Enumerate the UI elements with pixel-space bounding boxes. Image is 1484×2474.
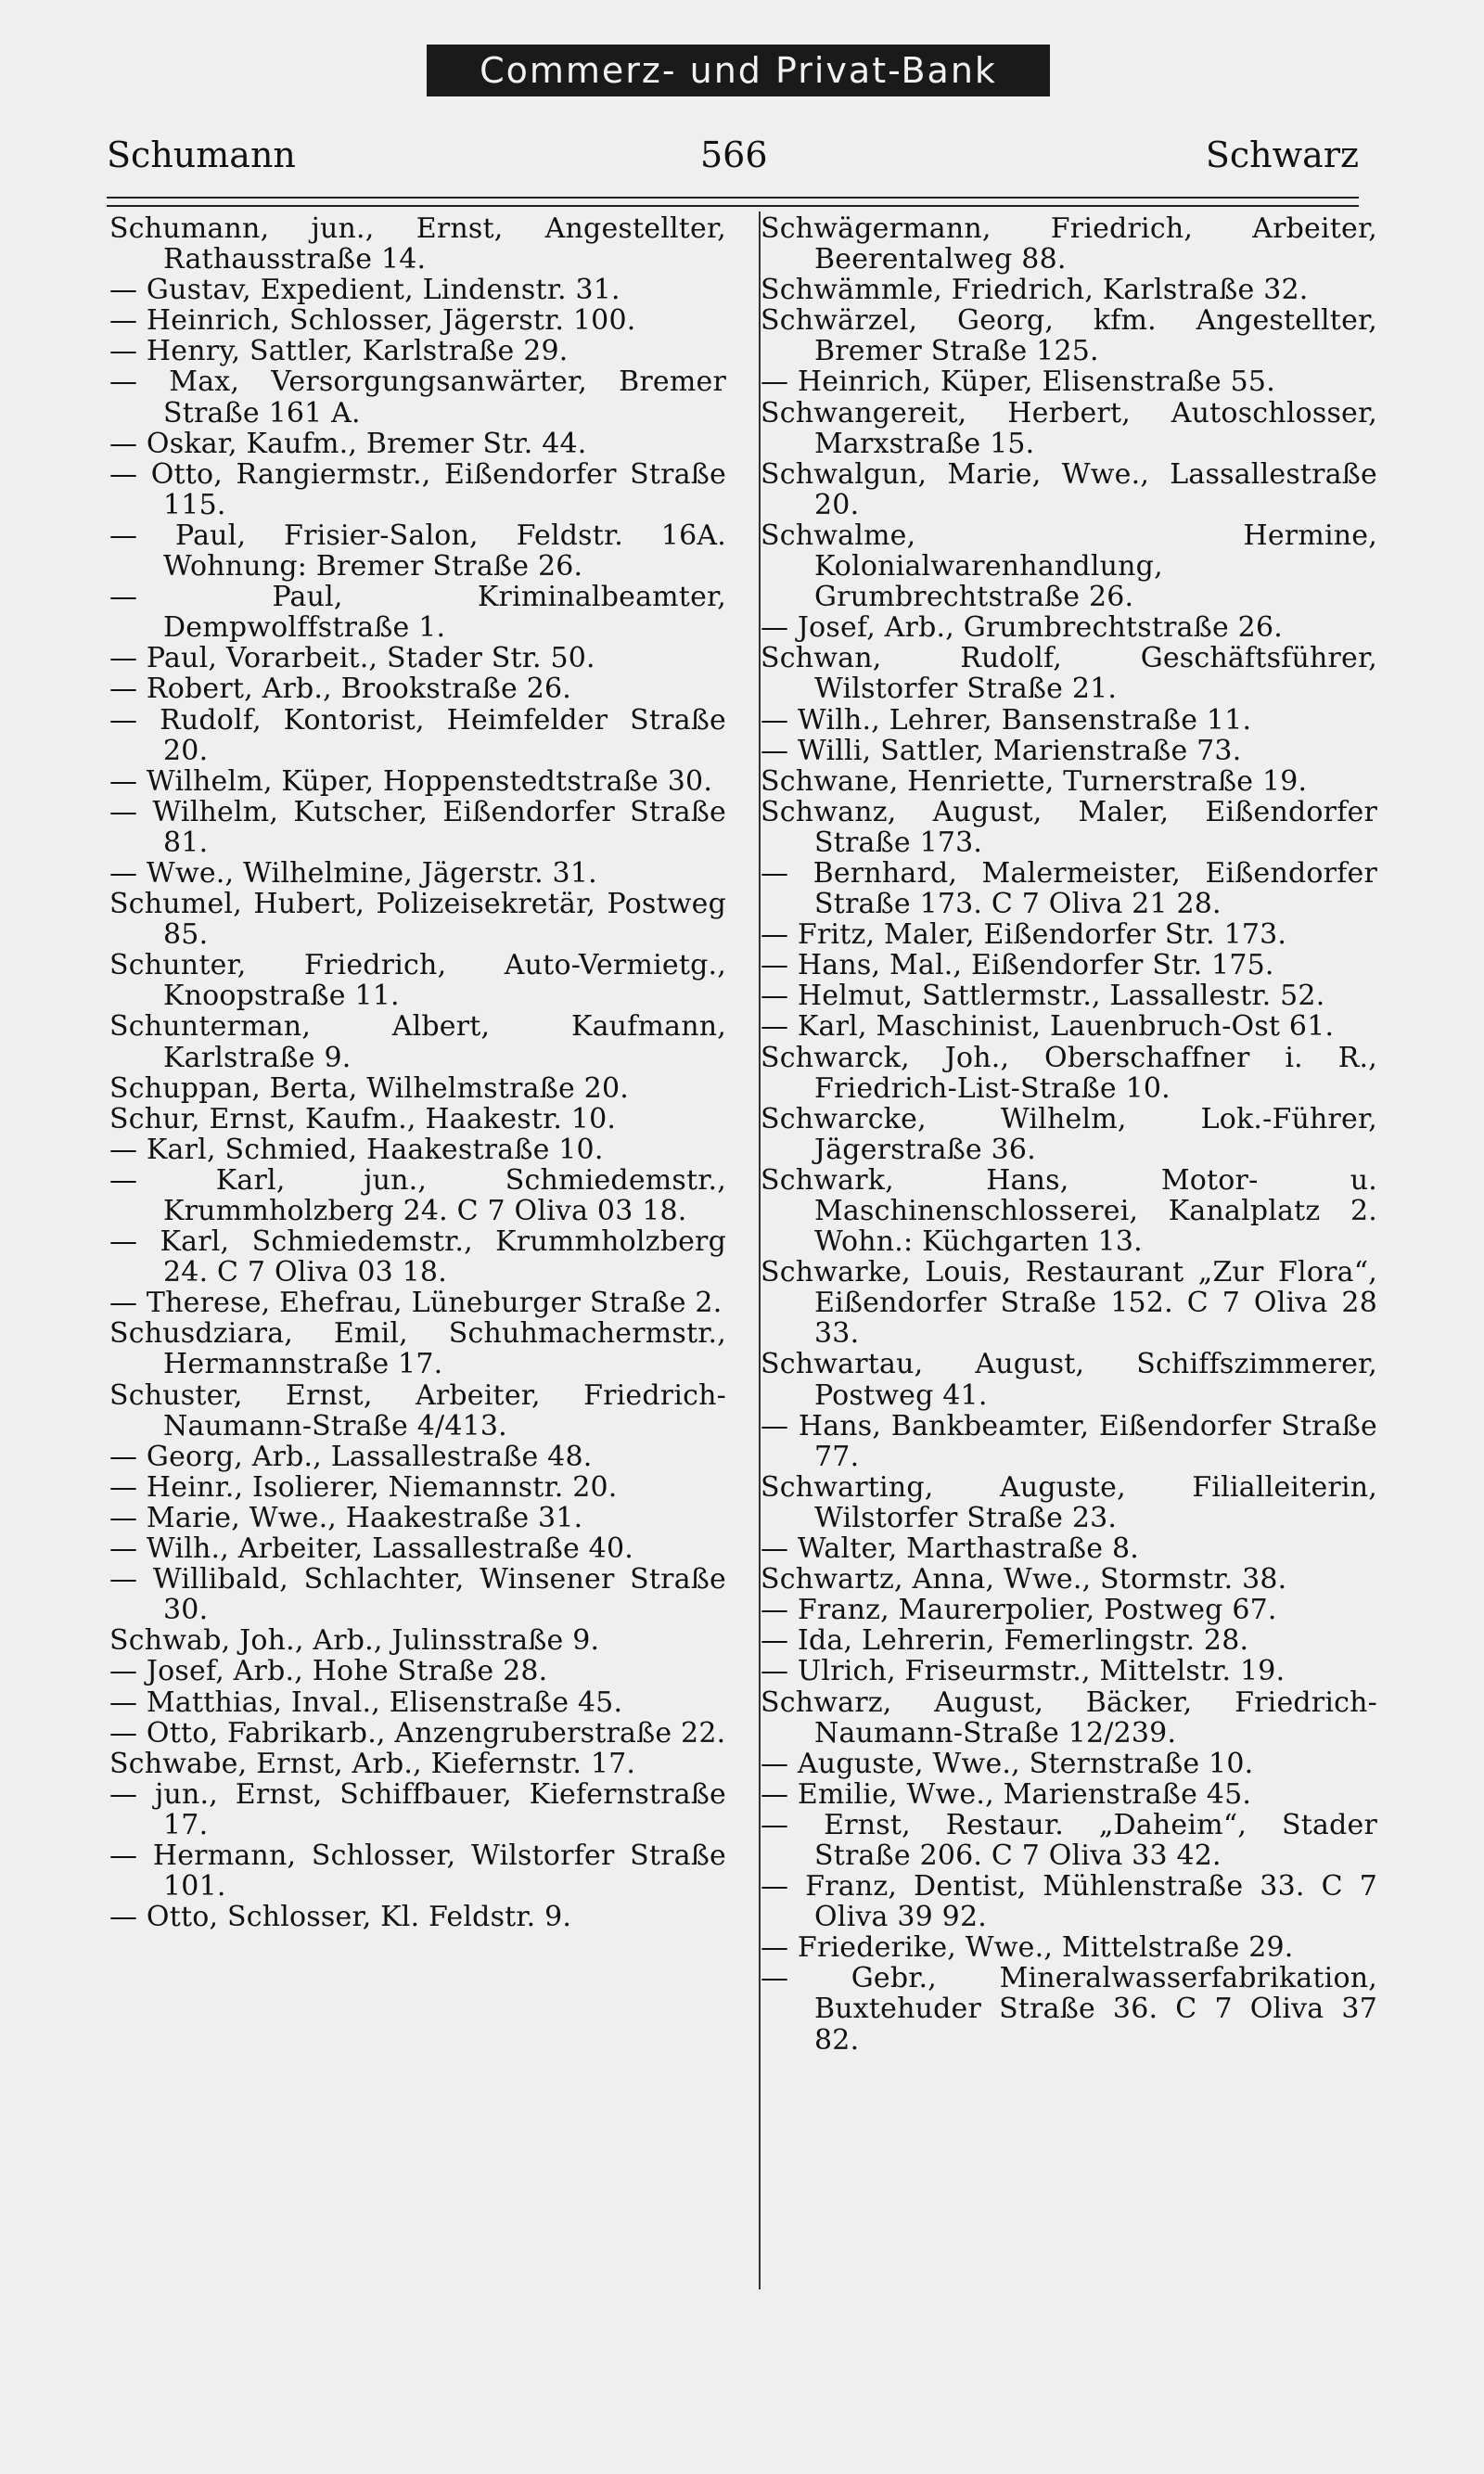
directory-entry: — Walter, Marthastraße 8. xyxy=(761,1532,1140,1566)
directory-entry: — Ernst, Restaur. „Daheim“, Stader Straße 206. C 7 Oliva 33 42. xyxy=(761,1808,1377,1872)
directory-entry: Schwan, Rudolf, Geschäftsführer, Wilstorfer Straße 21. xyxy=(761,642,1377,706)
directory-entry: — Paul, Kriminalbeamter, Dempwolffstraße 1. xyxy=(109,581,726,645)
directory-entry: Schwangereit, Herbert, Autoschlosser, Marxstraße 15. xyxy=(761,396,1377,460)
directory-entry: — Friederike, Wwe., Mittelstraße 29. xyxy=(761,1931,1294,1965)
directory-entry: Schwabe, Ernst, Arb., Kiefernstr. 17. xyxy=(109,1747,636,1780)
directory-entry: — Heinrich, Schlosser, Jägerstr. 100. xyxy=(109,304,636,338)
directory-entry: Schwarz, August, Bäcker, Friedrich-Naumann-Straße 12/239. xyxy=(761,1686,1377,1750)
directory-entry: — Fritz, Maler, Eißendorfer Str. 173. xyxy=(761,918,1287,952)
directory-entry: — Karl, jun., Schmiedemstr., Krummholzberg 24. C 7 Oliva 03 18. xyxy=(109,1163,726,1227)
directory-entry: Schwanz, August, Maler, Eißendorfer Straße 173. xyxy=(761,795,1377,859)
directory-entry: — Wilh., Lehrer, Bansenstraße 11. xyxy=(761,703,1252,737)
directory-entry: — Hans, Bankbeamter, Eißendorfer Straße 77. xyxy=(761,1409,1377,1473)
directory-entry: Schuppan, Berta, Wilhelmstraße 20. xyxy=(109,1071,629,1105)
directory-entry: — Wilhelm, Küper, Hoppenstedtstraße 30. xyxy=(109,764,713,798)
directory-entry: — Wilh., Arbeiter, Lassallestraße 40. xyxy=(109,1532,633,1566)
header-rule-bottom xyxy=(107,205,1359,207)
header-last-name: Schwarz xyxy=(1205,135,1359,175)
directory-entry: — Gustav, Expedient, Lindenstr. 31. xyxy=(109,274,620,307)
directory-entry: — Wilhelm, Kutscher, Eißendorfer Straße 81. xyxy=(109,795,726,859)
directory-entry: — Josef, Arb., Grumbrechtstraße 26. xyxy=(761,611,1283,645)
directory-entry: — Karl, Schmiedemstr., Krummholzberg 24. C 7 Oliva 03 18. xyxy=(109,1225,726,1289)
directory-entry: — Willi, Sattler, Marienstraße 73. xyxy=(761,734,1242,767)
directory-entry: Schwab, Joh., Arb., Julinsstraße 9. xyxy=(109,1624,600,1658)
running-header xyxy=(107,135,1359,186)
directory-entry: — Emilie, Wwe., Marienstraße 45. xyxy=(761,1777,1252,1811)
directory-entry: — Karl, Maschinist, Lauenbruch-Ost 61. xyxy=(761,1010,1335,1044)
directory-entry: Schunter, Friedrich, Auto-Vermietg., Knoopstraße 11. xyxy=(109,949,726,1013)
directory-entry: — Max, Versorgungsanwärter, Bremer Straße 161 A. xyxy=(109,365,726,429)
directory-entry: — Karl, Schmied, Haakestraße 10. xyxy=(109,1133,604,1166)
directory-entry: — Willibald, Schlachter, Winsener Straße 30. xyxy=(109,1563,726,1627)
directory-entry: Schunterman, Albert, Kaufmann, Karlstraße 9. xyxy=(109,1010,726,1074)
header-rule-top xyxy=(107,197,1359,199)
directory-entry: — Bernhard, Malermeister, Eißendorfer Straße 173. C 7 Oliva 21 28. xyxy=(761,856,1377,921)
directory-entry: — Matthias, Inval., Elisenstraße 45. xyxy=(109,1686,623,1719)
directory-entry: — jun., Ernst, Schiffbauer, Kiefernstraße 17. xyxy=(109,1777,726,1841)
directory-entry: — Oskar, Kaufm., Bremer Str. 44. xyxy=(109,427,587,460)
directory-entry: — Heinr., Isolierer, Niemannstr. 20. xyxy=(109,1470,618,1504)
directory-entry: Schwane, Henriette, Turnerstraße 19. xyxy=(761,764,1308,798)
directory-entry: — Marie, Wwe., Haakestraße 31. xyxy=(109,1501,583,1534)
directory-entry: Schwämmle, Friedrich, Karlstraße 32. xyxy=(761,274,1309,307)
directory-entry: — Otto, Rangiermstr., Eißendorfer Straße 115. xyxy=(109,457,726,521)
directory-entry: Schur, Ernst, Kaufm., Haakestr. 10. xyxy=(109,1102,617,1135)
directory-entry: Schusdziara, Emil, Schuhmachermstr., Hermannstraße 17. xyxy=(109,1317,726,1381)
directory-entry: — Auguste, Wwe., Sternstraße 10. xyxy=(761,1747,1254,1780)
directory-entry: Schwarke, Louis, Restaurant „Zur Flora“, Eißendorfer Straße 152. C 7 Oliva 28 33. xyxy=(761,1256,1377,1351)
directory-entry: — Paul, Vorarbeit., Stader Str. 50. xyxy=(109,642,595,675)
directory-entry: Schwalgun, Marie, Wwe., Lassallestraße 20. xyxy=(761,457,1377,521)
directory-entry: Schwarck, Joh., Oberschaffner i. R., Friedrich-List-Straße 10. xyxy=(761,1041,1377,1105)
directory-entry: — Franz, Dentist, Mühlenstraße 33. C 7 Oliva 39 92. xyxy=(761,1870,1377,1934)
directory-entry: Schwartz, Anna, Wwe., Stormstr. 38. xyxy=(761,1563,1287,1596)
directory-entry: Schwark, Hans, Motor- u. Maschinenschlosserei, Kanalplatz 2. Wohn.: Küchgarten 13. xyxy=(761,1163,1377,1259)
directory-entry: Schwartau, August, Schiffszimmerer, Postweg 41. xyxy=(761,1348,1377,1412)
directory-entry: Schwarcke, Wilhelm, Lok.-Führer, Jägerstraße 36. xyxy=(761,1102,1377,1166)
directory-entry: Schwarting, Auguste, Filialleiterin, Wilstorfer Straße 23. xyxy=(761,1470,1377,1534)
directory-entry: Schwägermann, Friedrich, Arbeiter, Beerentalweg 88. xyxy=(761,212,1377,276)
directory-entry: — Franz, Maurerpolier, Postweg 67. xyxy=(761,1594,1277,1627)
directory-entry: Schwalme, Hermine, Kolonialwarenhandlung, Grumbrechtstraße 26. xyxy=(761,519,1377,614)
header-first-name: Schumann xyxy=(107,135,296,175)
directory-entry: — Josef, Arb., Hohe Straße 28. xyxy=(109,1655,548,1688)
directory-entry: — Ida, Lehrerin, Femerlingstr. 28. xyxy=(761,1624,1249,1658)
directory-entry: — Hans, Mal., Eißendorfer Str. 175. xyxy=(761,949,1274,982)
directory-entry: — Wwe., Wilhelmine, Jägerstr. 31. xyxy=(109,856,597,890)
directory-entry: — Helmut, Sattlermstr., Lassallestr. 52. xyxy=(761,980,1325,1013)
directory-entry: Schumann, jun., Ernst, Angestellter, Rathausstraße 14. xyxy=(109,212,726,276)
directory-entry: — Gebr., Mineralwasserfabrikation, Buxtehuder Straße 36. C 7 Oliva 37 82. xyxy=(761,1962,1377,2057)
directory-entry: — Heinrich, Küper, Elisenstraße 55. xyxy=(761,365,1275,399)
page-number: 566 xyxy=(700,135,768,175)
directory-entry: — Ulrich, Friseurmstr., Mittelstr. 19. xyxy=(761,1655,1286,1688)
bank-banner: Commerz- und Privat-Bank xyxy=(427,45,1050,96)
directory-entry: Schumel, Hubert, Polizeisekretär, Postweg 85. xyxy=(109,888,726,952)
directory-entry: — Henry, Sattler, Karlstraße 29. xyxy=(109,335,569,368)
directory-entry: Schuster, Ernst, Arbeiter, Friedrich-Naumann-Straße 4/413. xyxy=(109,1378,726,1442)
directory-entry: — Paul, Frisier-Salon, Feldstr. 16A. Wohnung: Bremer Straße 26. xyxy=(109,519,726,583)
directory-entry: — Otto, Schlosser, Kl. Feldstr. 9. xyxy=(109,1901,572,1934)
directory-entry: — Georg, Arb., Lassallestraße 48. xyxy=(109,1440,593,1473)
right-column xyxy=(761,213,1377,2056)
directory-entry: — Therese, Ehefrau, Lüneburger Straße 2. xyxy=(109,1287,723,1320)
directory-entry: — Hermann, Schlosser, Wilstorfer Straße 101. xyxy=(109,1839,726,1904)
directory-entry: — Rudolf, Kontorist, Heimfelder Straße 20. xyxy=(109,703,726,767)
directory-entry: — Robert, Arb., Brookstraße 26. xyxy=(109,673,572,706)
directory-entry: Schwärzel, Georg, kfm. Angestellter, Bremer Straße 125. xyxy=(761,304,1377,368)
left-column xyxy=(109,213,726,1932)
directory-entry: — Otto, Fabrikarb., Anzengruberstraße 22. xyxy=(109,1716,726,1750)
